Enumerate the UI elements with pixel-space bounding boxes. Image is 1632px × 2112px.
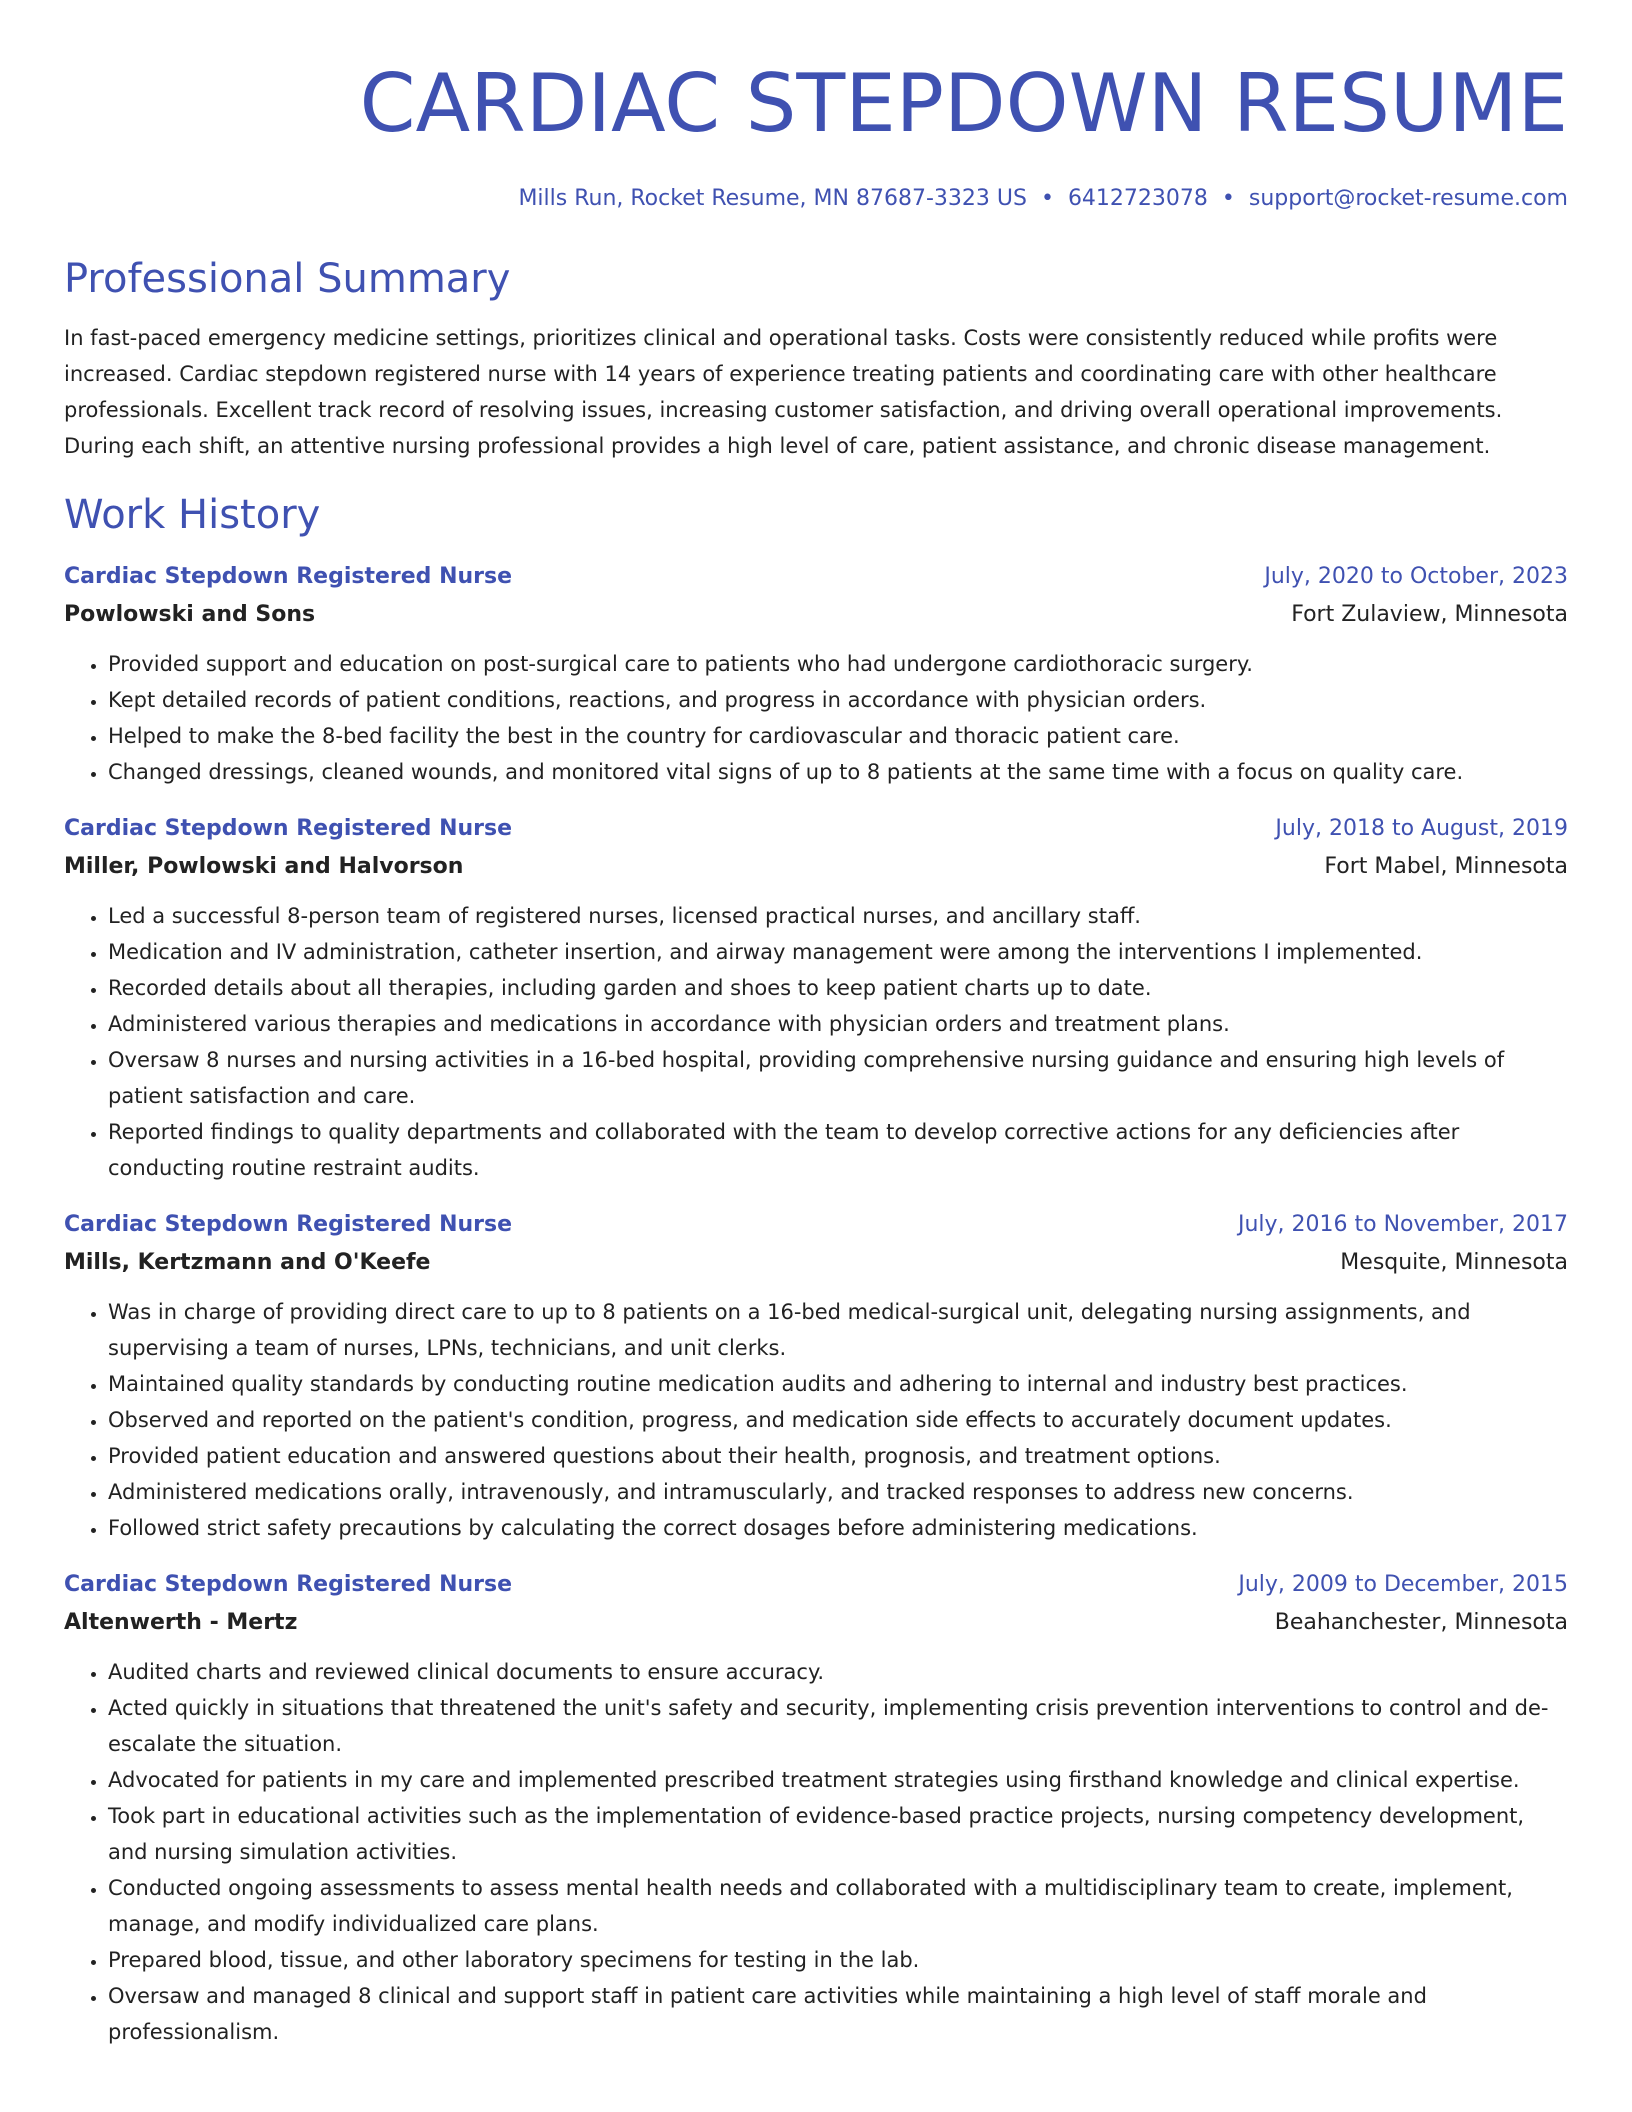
job-company: Powlowski and Sons	[64, 602, 316, 627]
job-bullet: • Provided patient education and answered questions about their health, prognosis, and treatment options.	[108, 1438, 1568, 1474]
job-bullets	[64, 1654, 1568, 2050]
contact-address: Mills Run, Rocket Resume, MN 87687-3323 US	[518, 186, 1027, 211]
job-location: Fort Mabel, Minnesota	[1324, 854, 1568, 879]
job-bullets	[64, 898, 1568, 1186]
job-location: Fort Zulaview, Minnesota	[1291, 602, 1568, 627]
job-bullet: • Oversaw 8 nurses and nursing activities in a 16-bed hospital, providing comprehensive nursing guidance and ensuring high levels of patient satisfaction and care.	[108, 1042, 1568, 1114]
job-company: Mills, Kertzmann and O'Keefe	[64, 1250, 431, 1275]
contact-separator: •	[1221, 186, 1235, 211]
summary-text: In fast-paced emergency medicine settings, prioritizes clinical and operational tasks. Costs were consistently reduced while profits were increased. Cardiac stepdown registered nurse with 14 years of experience treating patients and coordinating care with other healthcare professionals. Excellent track record of resolving issues, increasing customer satisfaction, and driving overall operational improvements. During each shift, an attentive nursing professional provides a high level of care, patient assistance, and chronic disease management.	[64, 326, 1503, 458]
job-location: Mesquite, Minnesota	[1340, 1250, 1568, 1275]
job-bullets	[64, 646, 1568, 790]
job-bullet: • Oversaw and managed 8 clinical and support staff in patient care activities while maintaining a high level of staff morale and professionalism.	[108, 1978, 1568, 2050]
job-bullet: • Administered various therapies and medications in accordance with physician orders and treatment plans.	[108, 1006, 1568, 1042]
work-history-list	[64, 562, 1568, 2050]
job-bullet: • Followed strict safety precautions by calculating the correct dosages before administering medications.	[108, 1510, 1568, 1546]
job-bullet: • Led a successful 8-person team of registered nurses, licensed practical nurses, and ancillary staff.	[108, 898, 1568, 934]
job-entry	[64, 1570, 1568, 2050]
job-company: Altenwerth - Mertz	[64, 1610, 298, 1635]
job-title: Cardiac Stepdown Registered Nurse	[64, 1212, 513, 1237]
job-dates: July, 2020 to October, 2023	[1264, 564, 1568, 589]
job-bullet: • Prepared blood, tissue, and other laboratory specimens for testing in the lab.	[108, 1942, 1568, 1978]
job-bullet: • Audited charts and reviewed clinical documents to ensure accuracy.	[108, 1654, 1568, 1690]
job-dates: July, 2009 to December, 2015	[1238, 1572, 1568, 1597]
job-bullet: • Recorded details about all therapies, including garden and shoes to keep patient charts up to date.	[108, 970, 1568, 1006]
job-entry	[64, 1210, 1568, 1546]
job-bullet: • Reported findings to quality departments and collaborated with the team to develop corrective actions for any deficiencies after conducting routine restraint audits.	[108, 1114, 1568, 1186]
job-dates: July, 2018 to August, 2019	[1275, 816, 1568, 841]
job-bullet: • Medication and IV administration, catheter insertion, and airway management were among the interventions I implemented.	[108, 934, 1568, 970]
job-entry	[64, 814, 1568, 1186]
job-dates: July, 2016 to November, 2017	[1237, 1212, 1568, 1237]
job-location: Beahanchester, Minnesota	[1274, 1610, 1568, 1635]
contact-email[interactable]: support@rocket-resume.com	[1248, 186, 1568, 211]
job-title: Cardiac Stepdown Registered Nurse	[64, 816, 513, 841]
summary-heading: Professional Summary	[64, 256, 511, 302]
job-bullet: • Maintained quality standards by conducting routine medication audits and adhering to internal and industry best practices.	[108, 1366, 1568, 1402]
resume-title: CARDIAC STEPDOWN RESUME	[359, 57, 1568, 150]
work-history-heading: Work History	[64, 492, 321, 538]
job-title: Cardiac Stepdown Registered Nurse	[64, 564, 513, 589]
contact-phone: 6412723078	[1067, 186, 1208, 211]
job-bullet: • Kept detailed records of patient conditions, reactions, and progress in accordance with physician orders.	[108, 682, 1568, 718]
job-bullet: • Administered medications orally, intravenously, and intramuscularly, and tracked responses to address new concerns.	[108, 1474, 1568, 1510]
job-bullet: • Observed and reported on the patient's condition, progress, and medication side effects to accurately document updates.	[108, 1402, 1568, 1438]
job-bullet: • Helped to make the 8-bed facility the best in the country for cardiovascular and thoracic patient care.	[108, 718, 1568, 754]
job-entry	[64, 562, 1568, 790]
job-bullet: • Provided support and education on post-surgical care to patients who had undergone cardiothoracic surgery.	[108, 646, 1568, 682]
contact-separator: •	[1040, 186, 1054, 211]
job-bullet: • Was in charge of providing direct care to up to 8 patients on a 16-bed medical-surgical unit, delegating nursing assignments, and supervising a team of nurses, LPNs, technicians, and unit clerks.	[108, 1294, 1568, 1366]
job-title: Cardiac Stepdown Registered Nurse	[64, 1572, 513, 1597]
job-bullet: • Acted quickly in situations that threatened the unit's safety and security, implementing crisis prevention interventions to control and de-escalate the situation.	[108, 1690, 1568, 1762]
job-bullet: • Took part in educational activities such as the implementation of evidence-based practice projects, nursing competency development, and nursing simulation activities.	[108, 1798, 1568, 1870]
contact-line	[64, 184, 1568, 214]
job-bullet: • Advocated for patients in my care and implemented prescribed treatment strategies using firsthand knowledge and clinical expertise.	[108, 1762, 1568, 1798]
job-bullets	[64, 1294, 1568, 1546]
resume-page	[64, 0, 1568, 2050]
job-bullet: • Changed dressings, cleaned wounds, and monitored vital signs of up to 8 patients at the same time with a focus on quality care.	[108, 754, 1568, 790]
job-company: Miller, Powlowski and Halvorson	[64, 854, 464, 879]
job-bullet: • Conducted ongoing assessments to assess mental health needs and collaborated with a multidisciplinary team to create, implement, manage, and modify individualized care plans.	[108, 1870, 1568, 1942]
